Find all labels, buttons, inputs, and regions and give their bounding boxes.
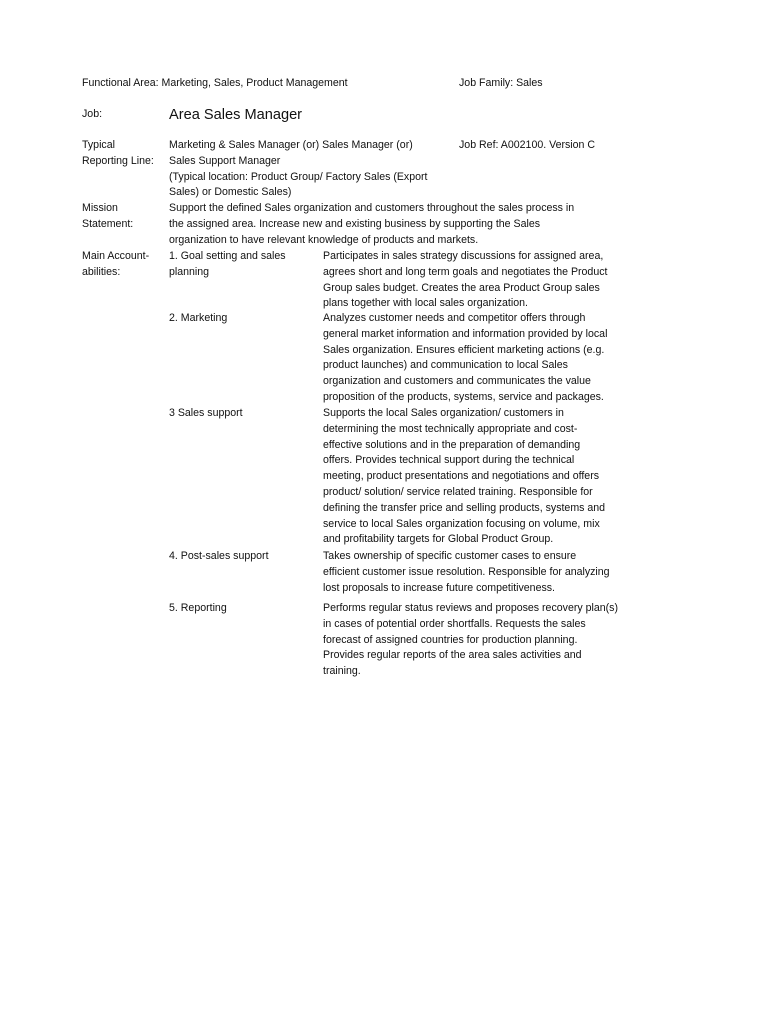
- reporting-line-label: Typical Reporting Line:: [82, 139, 154, 167]
- accountability-name: 2. Marketing: [169, 312, 228, 324]
- job-label: Job:: [82, 108, 103, 120]
- mission-text: Support the defined Sales organization and customers throughout the sales process in the assigned area. Increase new and existing business by supporting the Sales organization to have relevant knowledge of products and markets.: [169, 202, 575, 246]
- mission-label: Mission Statement:: [82, 202, 134, 230]
- accountability-name: 1. Goal setting and sales planning: [169, 250, 286, 278]
- accountability-description: Analyzes customer needs and competitor offers through general market information and information provided by local Sales organization. Ensures efficient marketing actions (e.g. product launches) and communication to local Sales organization and customers and communicates the value proposition of the products, systems, service and packages.: [323, 312, 608, 403]
- accountability-description: Participates in sales strategy discussions for assigned area, agrees short and long term goals and negotiates the Product Group sales budget. Creates the area Product Group sales plans together with local sales organization.: [323, 250, 608, 310]
- job-ref: Job Ref: A002100. Version C: [459, 139, 596, 151]
- accountability-description: Takes ownership of specific customer cases to ensure efficient customer issue resolution. Responsible for analyzing lost proposals to increase future competitiveness.: [323, 550, 610, 594]
- accountability-description: Supports the local Sales organization/ customers in determining the most technically appropriate and cost- effective solutions and in the preparation of demanding offers. Provides technical support during the technical meeting, product presentations and negotiations and offers product/ solution/ service related training. Responsible for defining the transfer price and selling products, systems and service to local Sales organization focusing on volume, mix and profitability targets for Global Product Group.: [323, 407, 606, 546]
- job-title: Area Sales Manager: [169, 107, 303, 123]
- accountability-name: 3 Sales support: [169, 407, 243, 419]
- accountability-name: 5. Reporting: [169, 602, 227, 614]
- functional-area: Functional Area: Marketing, Sales, Product Management: [82, 77, 348, 89]
- reporting-line-value: Marketing & Sales Manager (or) Sales Manager (or) Sales Support Manager (Typical location: Product Group/ Factory Sales (Export Sales) or Domestic Sales): [169, 139, 428, 199]
- job-family: Job Family: Sales: [459, 77, 543, 89]
- accountabilities-label: Main Account- abilities:: [82, 250, 150, 278]
- accountability-description: Performs regular status reviews and proposes recovery plan(s) in cases of potential order shortfalls. Requests the sales forecast of assigned countries for production planning. Provides regular reports of the area sales activities and training.: [323, 602, 618, 678]
- accountability-name: 4. Post-sales support: [169, 550, 269, 562]
